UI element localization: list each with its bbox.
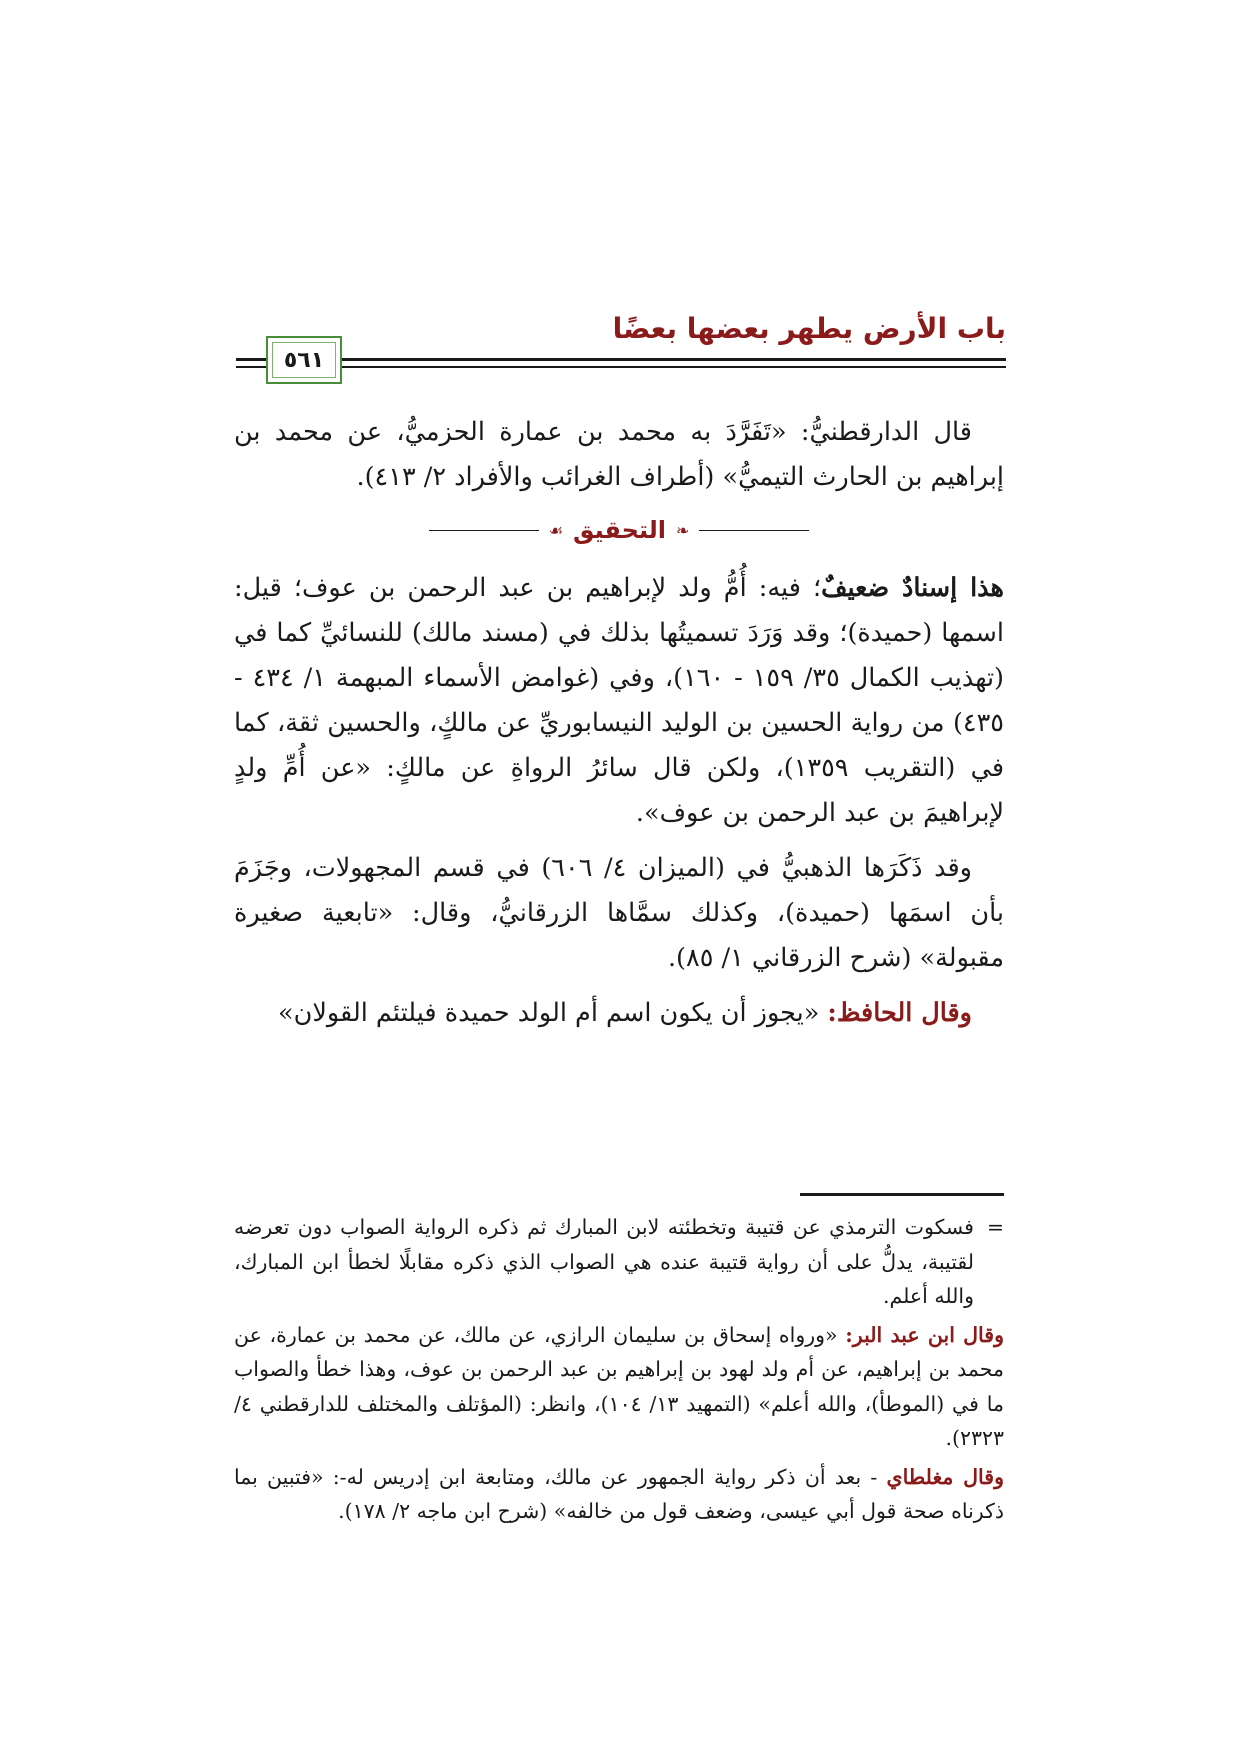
header-rule-bottom [236,366,1006,368]
footnote-text: «ورواه إسحاق بن سليمان الرازي، عن مالك، عن محمد بن عمارة، عن محمد بن إبراهيم، عن أم ولد لهود بن إبراهيم بن عبد الرحمن بن عوف، وهذا خطأ والصواب ما في (الموطأ)، والله أعلم» (التمهيد ١٣/ ١٠٤)، وانظر: (المؤتلف والمختلف للدارقطني ٤/ ٢٣٢٣). [234,1322,1004,1450]
footnote-label: وقال ابن عبد البر: [845,1322,1004,1347]
paragraph-isnad [234,566,1004,836]
footnote-mughaltai [234,1460,1004,1529]
main-text [234,410,1004,1046]
isnad-verdict: هذا إسنادٌ ضعيفٌ [821,573,1004,603]
paragraph-dhahabi: وقد ذَكَرَها الذهبيُّ في (الميزان ٤/ ٦٠٦) في قسم المجهولات، وجَزَمَ بأن اسمَها (حميدة)، وكذلك سمَّاها الزرقانيُّ، وقال: «تابعية صغيرة مقبولة» (شرح الزرقاني ١/ ٨٥). [234,853,1004,973]
chapter-title: باب الأرض يطهر بعضها بعضًا [612,312,1006,345]
paragraph-quote: قال الدارقطنيُّ: «تَفَرَّدَ به محمد بن عمارة الحزميُّ، عن محمد بن إبراهيم بن الحارث التيميُّ» (أطراف الغرائب والأفراد ٢/ ٤١٣). [234,417,1004,492]
footnote-continuation [234,1210,1004,1314]
section-label: التحقيق [572,515,666,544]
footnote-label: وقال مغلطاي [886,1464,1004,1489]
section-divider [234,510,1004,550]
header-rule-top [236,358,1006,361]
footnotes [234,1210,1004,1533]
page-number-badge [266,336,342,384]
continuation-mark: = [986,1215,1004,1239]
hafiz-label: وقال الحافظ: [827,998,972,1028]
page-header [236,310,1006,390]
paragraph-hafiz [234,991,1004,1036]
ornament-icon: ❧ [676,520,690,540]
divider-line-right [699,530,809,531]
footnote-ibn-abd-al-barr [234,1318,1004,1456]
footnote-separator [800,1193,1004,1196]
isnad-text: ؛ فيه: أُمُّ ولد لإبراهيم بن عبد الرحمن بن عوف؛ قيل: اسمها (حميدة)؛ وقد وَرَدَ تسميتُها بذلك في (مسند مالك) للنسائيِّ كما في (تهذيب الكمال ٣٥/ ١٥٩ - ١٦٠)، وفي (غوامض الأسماء المبهمة ١/ ٤٣٤ - ٤٣٥) من رواية الحسين بن الوليد النيسابوريِّ عن مالكٍ، والحسين ثقة، كما في (التقريب ١٣٥٩)، ولكن قال سائرُ الرواةِ عن مالكٍ: «عن أُمِّ ولدٍ لإبراهيمَ بن عبد الرحمن بن عوف». [234,573,1005,828]
hafiz-text: «يجوز أن يكون اسم أم الولد حميدة فيلتئم القولان» [278,998,828,1028]
footnote-text: - بعد أن ذكر رواية الجمهور عن مالك، ومتابعة ابن إدريس له-: «فتبين بما ذكرناه صحة قول أبي عيسى، وضعف قول من خالفه» (شرح ابن ماجه ٢/ ١٧٨). [234,1464,1004,1523]
page-number: ٥٦١ [280,348,328,373]
divider-line-left [429,530,539,531]
ornament-icon: ☙ [548,520,563,540]
footnote-text: فسكوت الترمذي عن قتيبة وتخطئته لابن المبارك ثم ذكره الرواية الصواب دون تعرضه لقتيبة، يدلُّ على أن رواية قتيبة عنده هي الصواب الذي ذكره مقابلًا لخطأ ابن المبارك، والله أعلم. [234,1215,974,1308]
